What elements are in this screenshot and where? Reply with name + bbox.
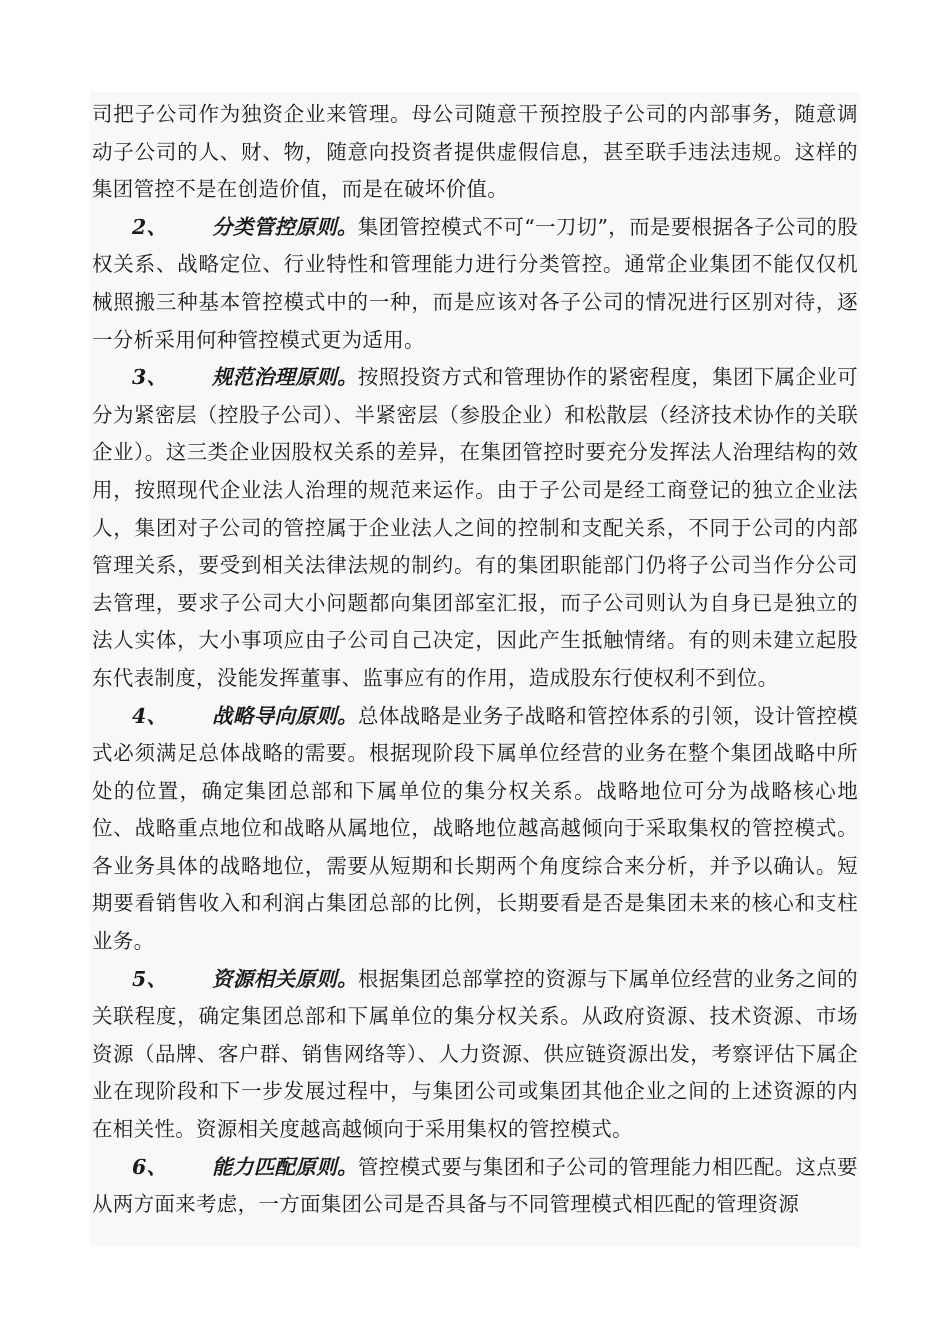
paragraph-text: 根据集团总部掌控的资源与下属单位经营的业务之间的关联程度，确定集团总部和下属单位的集分权关系。从政府资源、技术资源、市场资源（品牌、客户群、销售网络等）、人力资源、供应链资源出发，考察评估下属企业在现阶段和下一步发展过程中，与集团公司或集团其他企业之间的上述资源的内在相关性。资源相关度越高越倾向于采用集权的管控模式。	[92, 966, 858, 1142]
paragraph-capability-matching	[92, 1149, 858, 1224]
paragraph-text: 集团管控模式不可“一刀切”，而是要根据各子公司的股权关系、战略定位、行业特性和管理能力进行分类管控。通常企业集团不能仅仅机械照搬三种基本管控模式中的一种，而是应该对各子公司的情况进行区别对待，逐一分析采用何种管控模式更为适用。	[92, 214, 858, 352]
item-heading: 资源相关原则。	[212, 966, 358, 991]
document-body	[92, 96, 858, 1224]
item-heading: 战略导向原则。	[212, 703, 358, 728]
paragraph-resource-related	[92, 961, 858, 1149]
paragraph-continuation	[92, 96, 858, 209]
paragraph-strategy-oriented	[92, 698, 858, 961]
paragraph-text: 司把子公司作为独资企业来管理。母公司随意干预控股子公司的内部事务，随意调动子公司的人、财、物，随意向投资者提供虚假信息，甚至联手违法违规。这样的集团管控不是在创造价值，而是在破坏价值。	[92, 102, 858, 202]
item-number: 5、	[132, 966, 168, 991]
item-heading: 规范治理原则。	[212, 365, 358, 390]
item-heading: 分类管控原则。	[212, 214, 358, 239]
item-number: 2、	[132, 214, 168, 239]
paragraph-text: 按照投资方式和管理协作的紧密程度，集团下属企业可分为紧密层（控股子公司）、半紧密层（参股企业）和松散层（经济技术协作的关联企业）。这三类企业因股权关系的差异，在集团管控时要充分发挥法人治理结构的效用，按照现代企业法人治理的规范来运作。由于子公司是经工商登记的独立企业法人，集团对子公司的管控属于企业法人之间的控制和支配关系，不同于公司的内部管理关系，要受到相关法律法规的制约。有的集团职能部门仍将子公司当作分公司去管理，要求子公司大小问题都向集团部室汇报，而子公司则认为自身已是独立的法人实体，大小事项应由子公司自己决定，因此产生抵触情绪。有的则未建立起股东代表制度，没能发挥董事、监事应有的作用，造成股东行使权利不到位。	[92, 365, 858, 690]
item-number: 4、	[132, 703, 168, 728]
paragraph-text: 总体战略是业务子战略和管控体系的引领，设计管控模式必须满足总体战略的需要。根据现阶段下属单位经营的业务在整个集团战略中所处的位置，确定集团总部和下属单位的集分权关系。战略地位可分为战略核心地位、战略重点地位和战略从属地位，战略地位越高越倾向于采取集权的管控模式。各业务具体的战略地位，需要从短期和长期两个角度综合来分析，并予以确认。短期要看销售收入和利润占集团总部的比例，长期要看是否是集团未来的核心和支柱业务。	[92, 703, 858, 954]
paragraph-text: 管控模式要与集团和子公司的管理能力相匹配。这点要从两方面来考虑，一方面集团公司是否具备与不同管理模式相匹配的管理资源	[92, 1154, 858, 1217]
item-number: 6、	[132, 1154, 168, 1179]
paragraph-standard-governance	[92, 359, 858, 697]
item-number: 3、	[132, 365, 168, 390]
item-heading: 能力匹配原则。	[212, 1154, 358, 1179]
paragraph-classified-control	[92, 209, 858, 359]
